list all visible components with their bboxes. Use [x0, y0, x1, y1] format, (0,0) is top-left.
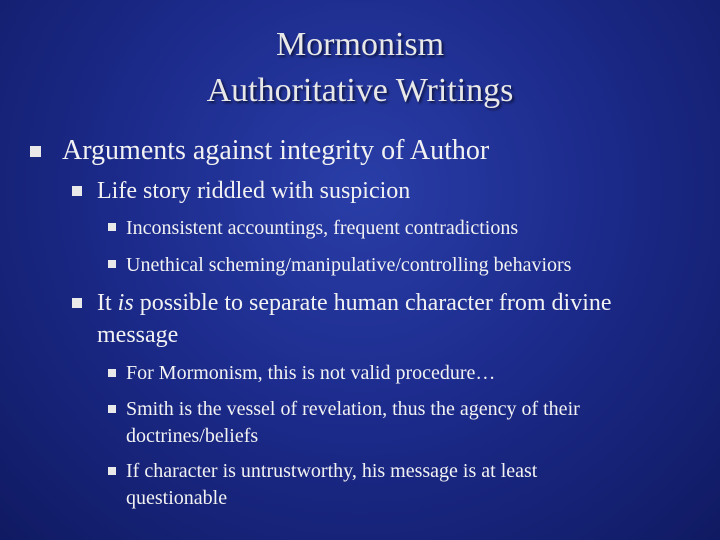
- bullet-l3-unethical: Unethical scheming/manipulative/controlling behaviors: [126, 254, 572, 276]
- square-bullet-icon: [108, 467, 116, 475]
- bullet-l1-arguments: Arguments against integrity of Author: [62, 135, 490, 166]
- title-line-2: Authoritative Writings: [206, 72, 514, 109]
- square-bullet-icon: [108, 405, 116, 413]
- bullet-l3-character: If character is untrustworthy, his message is at least: [126, 460, 538, 482]
- square-bullet-icon: [108, 260, 116, 268]
- square-bullet-icon: [108, 223, 116, 231]
- bullet-l2-life-story: Life story riddled with suspicion: [97, 178, 411, 204]
- bullet-l3-inconsistent: Inconsistent accountings, frequent contradictions: [126, 217, 519, 239]
- square-bullet-icon: [30, 146, 41, 157]
- title-line-1: Mormonism: [275, 26, 445, 63]
- bullet-l3-smith-vessel: Smith is the vessel of revelation, thus the agency of their: [126, 398, 580, 420]
- slide-title: [0, 22, 720, 114]
- bullet-l2-possible-cont: message: [97, 322, 179, 348]
- bullet-l3-character-cont: questionable: [126, 487, 228, 509]
- square-bullet-icon: [108, 369, 116, 377]
- bullet-l3-for-mormonism: For Mormonism, this is not valid procedure…: [126, 362, 496, 384]
- square-bullet-icon: [72, 298, 82, 308]
- l2b-post: possible to separate human character from divine: [133, 290, 612, 316]
- bullet-l2-possible: [97, 288, 612, 318]
- bullet-l3-smith-vessel-cont: doctrines/beliefs: [126, 425, 259, 447]
- l2b-emphasis: is: [117, 290, 134, 316]
- l2b-pre: It: [97, 290, 118, 316]
- square-bullet-icon: [72, 186, 82, 196]
